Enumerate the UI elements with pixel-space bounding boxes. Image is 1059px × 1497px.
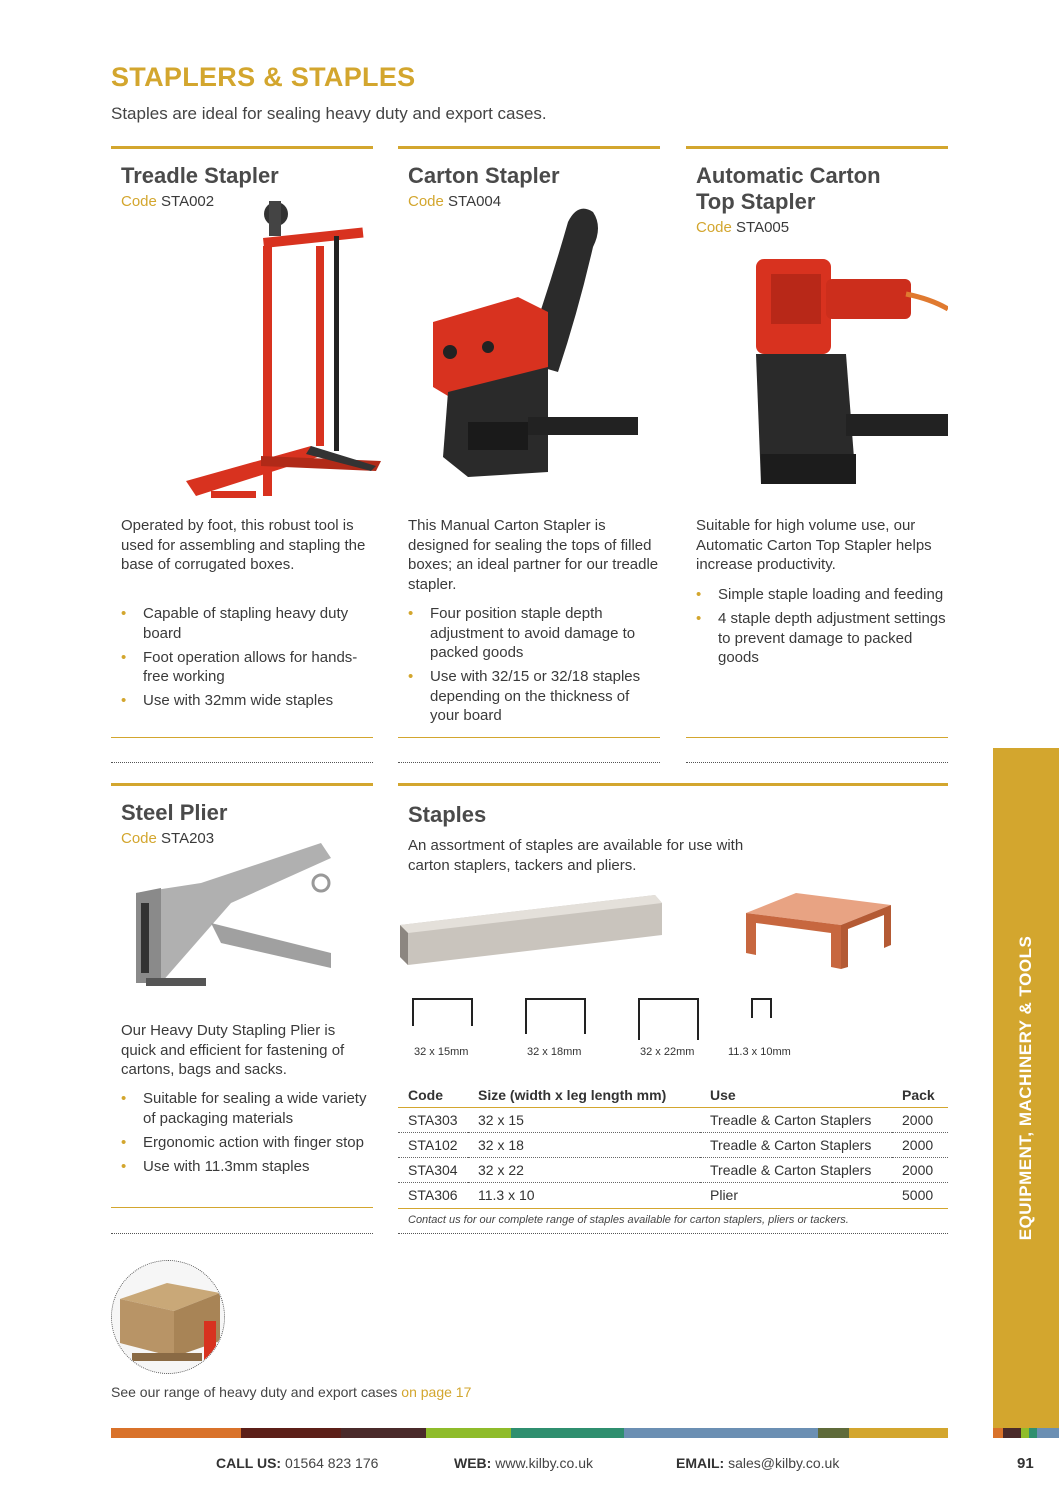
table-cell: 2000 [892,1158,948,1183]
divider [686,762,948,763]
table-cell: 32 x 15 [468,1108,700,1133]
divider [686,146,948,149]
table-row [398,1133,948,1158]
feature-list [121,604,373,715]
column-header: Size (width x leg length mm) [468,1084,700,1108]
feature-item: • Ergonomic action with finger stop [121,1133,373,1153]
table-cell: 2000 [892,1108,948,1133]
table-row [398,1108,948,1133]
feature-item: • Capable of stapling heavy duty board [121,604,373,643]
table-cell: 11.3 x 10 [478,1187,535,1203]
page-subtitle: Staples are ideal for sealing heavy duty and export cases. [111,104,547,123]
staples-section [398,783,948,875]
product-name: Carton Stapler [408,163,560,188]
product-automatic-carton-top-stapler [686,146,948,766]
staples-table [398,1084,948,1207]
staple-shape-label: 32 x 22mm [640,1046,695,1058]
long-staple-strip-image [400,895,662,965]
divider [111,762,373,763]
divider [398,737,660,738]
section-title: Staples [408,802,487,827]
staple-shape-label: 32 x 15mm [414,1046,469,1058]
feature-list [121,1089,373,1181]
product-treadle-stapler [111,146,373,766]
table-row [398,1183,948,1208]
staple-shape-32x15 [412,998,473,1026]
table-cell: 5000 [902,1187,934,1203]
product-description: Suitable for high volume use, our Automatic Carton Top Stapler helps increase productivity. [696,517,932,573]
treadle-stapler-image [181,196,381,506]
staple-shape-32x18 [525,998,586,1034]
divider [111,1233,373,1234]
product-description: Our Heavy Duty Stapling Plier is quick and efficient for fastening of cartons, bags and sacks. [121,1022,345,1078]
product-description: This Manual Carton Stapler is designed for sealing the tops of filled boxes; an ideal partner for our treadle stapler. [408,517,659,593]
staple-shape-label: 32 x 18mm [527,1046,582,1058]
table-header-row [398,1084,948,1108]
footer-color-bar [111,1428,948,1438]
table-cell: STA304 [398,1158,468,1183]
table-cell: STA102 [398,1133,468,1158]
page-number: 91 [1017,1455,1034,1472]
reference-text: See our range of heavy duty and export cases on page 17 [111,1384,472,1400]
table-cell: 32 x 22 [468,1158,700,1183]
feature-item: • 4 staple depth adjustment settings to prevent damage to packed goods [696,609,948,668]
section-side-tab: EQUIPMENT, MACHINERY & TOOLS [993,748,1059,1428]
product-code: Code STA203 [121,830,215,847]
column-header: Pack [892,1084,948,1108]
footer-web[interactable]: WEB: www.kilby.co.uk [454,1455,593,1471]
divider [398,1233,948,1234]
staple-shape-11x10 [751,998,772,1018]
page-link[interactable]: on page 17 [401,1384,472,1400]
page-title: STAPLERS & STAPLES [111,62,416,92]
divider [111,146,373,149]
section-description: An assortment of staples are available for use with carton staplers, tackers and pliers. [408,837,744,874]
staple-shape-label: 11.3 x 10mm [728,1046,791,1058]
feature-item: • Simple staple loading and feeding [696,585,948,605]
carton-stapler-image [428,202,638,482]
divider [111,1207,373,1208]
product-code: Code STA004 [408,193,502,210]
table-cell: Plier [710,1187,739,1203]
feature-item: • Use with 32mm wide staples [121,691,373,711]
table-cell: Treadle & Carton Staplers [700,1133,892,1158]
product-code: Code STA005 [696,219,790,236]
feature-item: • Use with 32/15 or 32/18 staples depending on the thickness of your board [408,667,660,726]
feature-list [696,585,948,672]
divider [398,146,660,149]
column-header: Code [398,1084,468,1108]
product-name: Steel Plier [121,800,228,825]
divider [398,783,948,786]
feature-item: • Use with 11.3mm staples [121,1157,373,1177]
footer-email[interactable]: EMAIL: sales@kilby.co.uk [676,1455,840,1471]
feature-item: • Four position staple depth adjustment to avoid damage to packed goods [408,604,660,663]
table-cell: Treadle & Carton Staplers [700,1108,892,1133]
table-cell: Treadle & Carton Staplers [700,1158,892,1183]
side-color-strip [993,1428,1059,1438]
steel-plier-image [131,843,341,1003]
divider [686,737,948,738]
divider [111,737,373,738]
export-case-image [111,1260,225,1374]
product-description: Operated by foot, this robust tool is used for assembling and stapling the base of corrugated boxes. [121,517,366,573]
product-code: Code STA002 [121,193,215,210]
feature-list [408,604,660,730]
column-header: Use [700,1084,892,1108]
product-name: Treadle Stapler [121,163,279,188]
footer-phone: CALL US: 01564 823 176 [216,1455,379,1471]
feature-item: • Suitable for sealing a wide variety of packaging materials [121,1089,373,1128]
automatic-stapler-image [746,254,948,484]
divider [398,1208,948,1209]
short-staple-strip-image [736,893,892,969]
divider [111,783,373,786]
feature-item: • Foot operation allows for hands-free working [121,648,373,687]
table-cell: 32 x 18 [468,1133,700,1158]
table-row [398,1158,948,1183]
table-cell: 2000 [892,1133,948,1158]
divider [398,762,660,763]
table-cell: STA306 [408,1187,458,1203]
product-steel-plier [111,783,373,1243]
staples-note: Contact us for our complete range of staples available for carton staplers, pliers or tackers. [408,1214,849,1226]
product-name: Automatic Carton Top Stapler [696,163,881,214]
staple-shape-32x22 [638,998,699,1040]
product-carton-stapler [398,146,660,766]
table-cell: STA303 [398,1108,468,1133]
